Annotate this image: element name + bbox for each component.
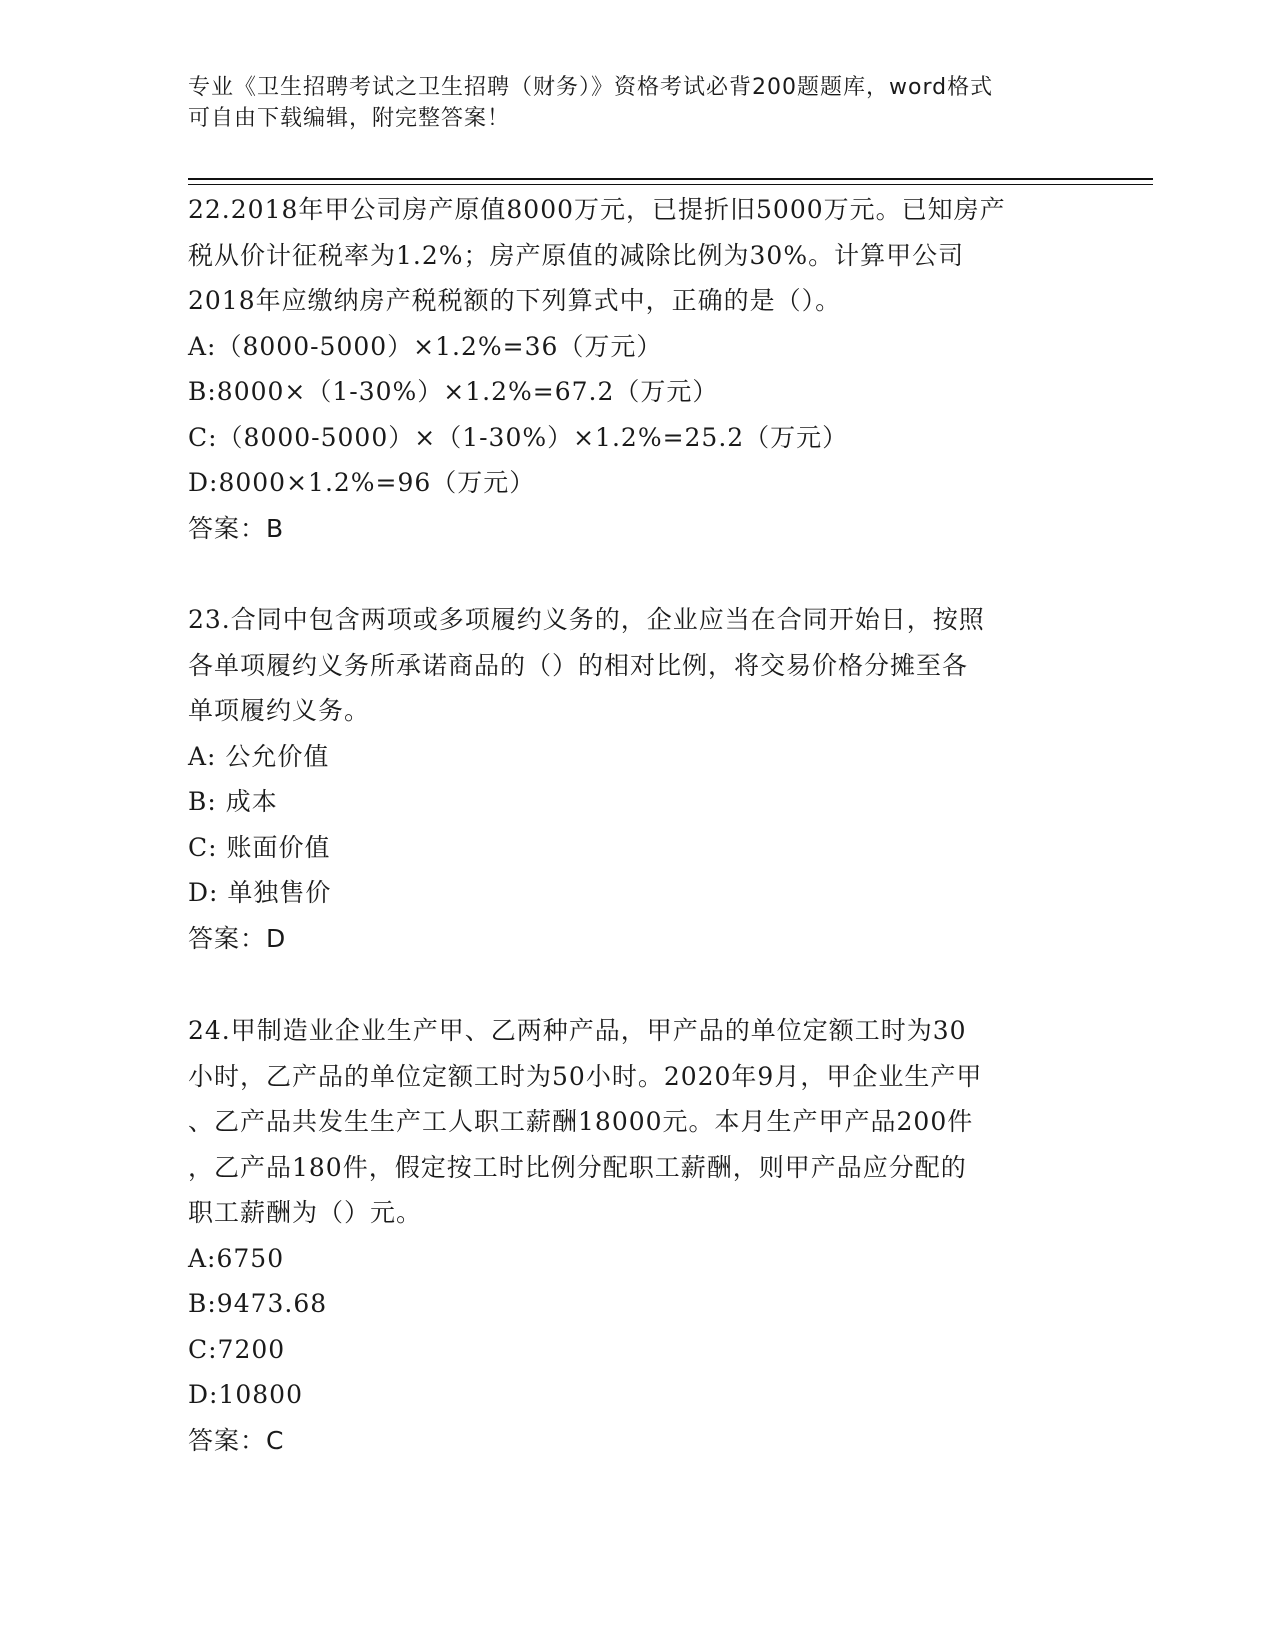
question-stem-line: 2018年应缴纳房产税税额的下列算式中，正确的是（）。	[188, 286, 842, 315]
question-stem-line: 职工薪酬为（）元。	[188, 1198, 423, 1227]
option-a: A:6750	[188, 1243, 285, 1273]
header-divider-thin	[188, 184, 1153, 185]
question-24	[188, 1008, 1088, 1463]
option-a: A: 公允价值	[188, 741, 330, 771]
document-header	[188, 72, 1088, 134]
question-stem-line: ，乙产品180件，假定按工时比例分配职工薪酬，则甲产品应分配的	[188, 1152, 967, 1182]
question-stem-line: 、乙产品共发生生产工人职工薪酬18000元。本月生产甲产品200件	[188, 1107, 974, 1136]
option-c: C:（8000-5000）×（1-30%）×1.2%=25.2（万元）	[188, 422, 849, 452]
option-d: D:10800	[188, 1380, 303, 1409]
question-22	[188, 187, 1088, 551]
header-line: 可自由下载编辑，附完整答案！	[188, 106, 511, 131]
option-b: B:9473.68	[188, 1289, 328, 1318]
answer-line: 答案：B	[188, 513, 285, 543]
header-divider-thick	[188, 178, 1153, 180]
question-stem-line: 小时，乙产品的单位定额工时为50小时。2020年9月，甲企业生产甲	[188, 1061, 983, 1091]
option-b: B: 成本	[188, 787, 278, 816]
question-stem-line: 各单项履约义务所承诺商品的（）的相对比例，将交易价格分摊至各	[188, 650, 969, 680]
question-stem-line: 23.合同中包含两项或多项履约义务的，企业应当在合同开始日，按照	[188, 605, 985, 634]
question-stem-line: 22.2018年甲公司房产原值8000万元，已提折旧5000万元。已知房产	[188, 195, 1006, 224]
option-a: A:（8000-5000）×1.2%=36（万元）	[188, 331, 663, 361]
header-line: 专业《卫生招聘考试之卫生招聘（财务）》资格考试必背200题题库，word格式	[188, 75, 994, 100]
option-b: B:8000×（1-30%）×1.2%=67.2（万元）	[188, 377, 719, 406]
question-23	[188, 597, 1088, 961]
option-d: D: 单独售价	[188, 878, 332, 907]
option-c: C: 账面价值	[188, 832, 331, 862]
option-d: D:8000×1.2%=96（万元）	[188, 468, 536, 497]
answer-line: 答案：C	[188, 1425, 285, 1455]
question-stem-line: 单项履约义务。	[188, 696, 371, 725]
option-c: C:7200	[188, 1334, 286, 1364]
question-stem-line: 税从价计征税率为1.2%；房产原值的减除比例为30%。计算甲公司	[188, 240, 965, 270]
answer-line: 答案：D	[188, 923, 287, 953]
question-stem-line: 24.甲制造业企业生产甲、乙两种产品，甲产品的单位定额工时为30	[188, 1016, 967, 1045]
